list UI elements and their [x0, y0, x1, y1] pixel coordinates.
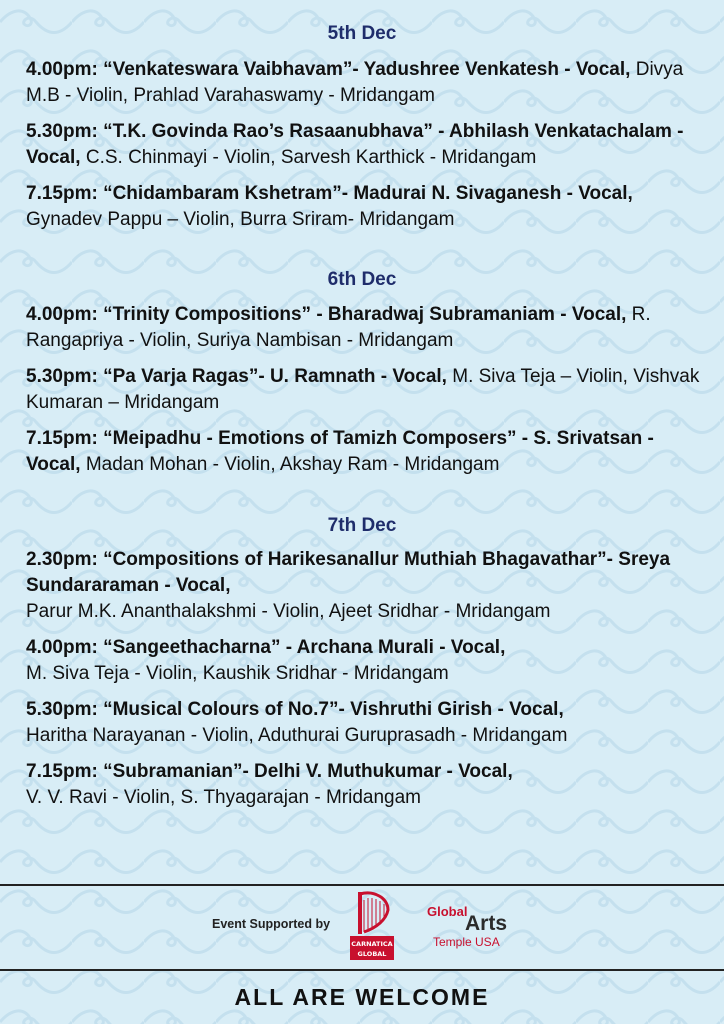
- day-heading: 6th Dec: [327, 269, 397, 290]
- day-heading: 7th Dec: [327, 515, 397, 536]
- event-accompanists: Haritha Narayanan - Violin, Aduthurai Guruprasadh - Mridangam: [26, 725, 568, 746]
- event-accompanists: Parur M.K. Ananthalakshmi - Violin, Ajeet Sridhar - Mridangam: [26, 601, 551, 622]
- event-item: [26, 759, 700, 811]
- event-title: 7.15pm: “Subramanian”- Delhi V. Muthukumar - Vocal,: [26, 761, 513, 782]
- event-accompanists: C.S. Chinmayi - Violin, Sarvesh Karthick - Mridangam: [80, 147, 537, 168]
- logo2-temple: Temple USA: [433, 935, 500, 949]
- day-7th-events: [0, 547, 724, 811]
- day-6th-events: [0, 302, 724, 478]
- day-heading: 5th Dec: [327, 23, 397, 44]
- event-item: [26, 426, 700, 478]
- event-title: 5.30pm: “Pa Varja Ragas”- U. Ramnath - Vocal,: [26, 366, 447, 387]
- event-accompanists: V. V. Ravi - Violin, S. Thyagarajan - Mridangam: [26, 787, 421, 808]
- footer-divider-top: [0, 884, 724, 886]
- event-accompanists: M. Siva Teja – Violin, Vishvak Kumaran – Mridangam: [26, 366, 700, 413]
- logo2-arts: Arts: [465, 912, 508, 935]
- logo2-global: Global: [427, 904, 468, 919]
- day-6th-dec: [0, 268, 724, 292]
- event-item: [26, 119, 700, 171]
- event-title: 4.00pm: “Venkateswara Vaibhavam”- Yadushree Venkatesh - Vocal,: [26, 59, 631, 80]
- day-5th-events: [0, 57, 724, 233]
- event-title: 5.30pm: “T.K. Govinda Rao’s Rasaanubhava” - Abhilash Venkatachalam - Vocal,: [26, 121, 684, 168]
- carnatica-global-logo: [348, 888, 396, 962]
- day-7th-dec: [0, 514, 724, 538]
- event-accompanists: Divya M.B - Violin, Prahlad Varahaswamy - Mridangam: [26, 59, 684, 106]
- event-title: 5.30pm: “Musical Colours of No.7”- Vishruthi Girish - Vocal,: [26, 699, 564, 720]
- event-title: 4.00pm: “Trinity Compositions” - Bharadwaj Subramaniam - Vocal,: [26, 304, 627, 325]
- event-item: [26, 635, 700, 687]
- event-item: [26, 697, 700, 749]
- event-item: [26, 302, 700, 354]
- event-accompanists: R. Rangapriya - Violin, Suriya Nambisan - Mridangam: [26, 304, 651, 351]
- logo1-text2: GLOBAL: [357, 950, 387, 958]
- day-5th-dec: [0, 22, 724, 46]
- event-title: 2.30pm: “Compositions of Harikesanallur Muthiah Bhagavathar”- Sreya Sundararaman - Vocal,: [26, 549, 671, 596]
- logo1-text1: CARNATICA: [351, 940, 393, 948]
- event-accompanists: M. Siva Teja - Violin, Kaushik Sridhar - Mridangam: [26, 663, 449, 684]
- event-item: [26, 547, 700, 625]
- event-accompanists: Madan Mohan - Violin, Akshay Ram - Mridangam: [80, 454, 500, 475]
- event-item: [26, 364, 700, 416]
- event-item: [26, 181, 700, 233]
- event-item: [26, 57, 700, 109]
- sponsor-label: Event Supported by: [212, 917, 331, 931]
- event-accompanists: Gynadev Pappu – Violin, Burra Sriram- Mridangam: [26, 209, 455, 230]
- global-arts-temple-logo: [425, 898, 525, 952]
- event-title: 7.15pm: “Meipadhu - Emotions of Tamizh Composers” - S. Srivatsan - Vocal,: [26, 428, 654, 475]
- event-title: 4.00pm: “Sangeethacharna” - Archana Murali - Vocal,: [26, 637, 506, 658]
- event-title: 7.15pm: “Chidambaram Kshetram”- Madurai N. Sivaganesh - Vocal,: [26, 183, 633, 204]
- footer-divider-bottom: [0, 969, 724, 971]
- welcome-banner: ALL ARE WELCOME: [234, 984, 490, 1010]
